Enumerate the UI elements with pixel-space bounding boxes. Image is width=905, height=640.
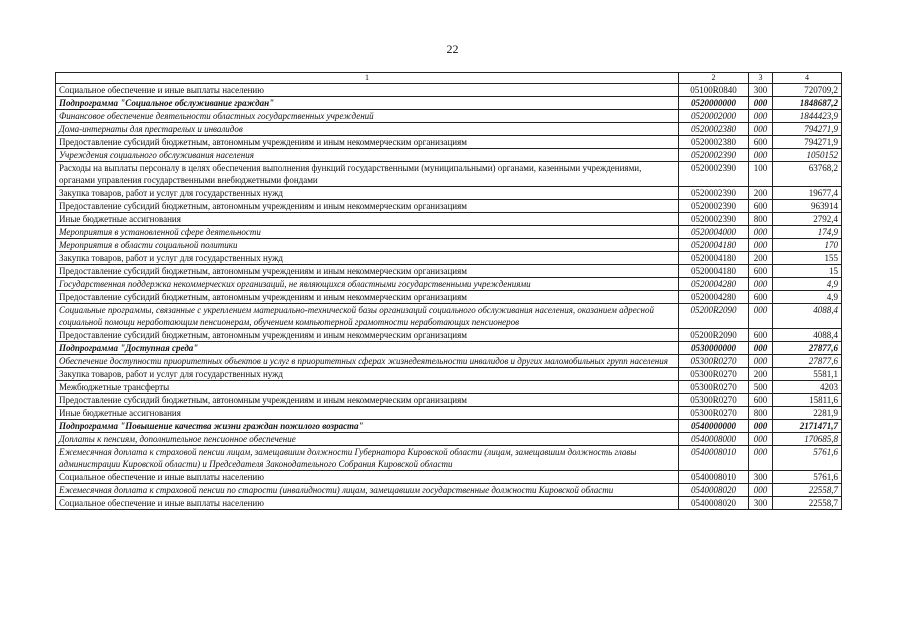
row-code-cell: 05300R0270 xyxy=(679,381,749,394)
row-amount-cell: 794271,9 xyxy=(773,123,842,136)
row-amount-cell: 15811,6 xyxy=(773,394,842,407)
row-name-cell: Мероприятия в области социальной политики xyxy=(56,239,679,252)
table-row xyxy=(56,433,842,446)
table-row xyxy=(56,394,842,407)
row-amount-cell: 4088,4 xyxy=(773,304,842,329)
row-name-cell: Закупка товаров, работ и услуг для государственных нужд xyxy=(56,368,679,381)
row-type-cell: 800 xyxy=(749,213,773,226)
row-name-cell: Государственная поддержка некоммерческих организаций, не являющихся областными государственными учреждениями xyxy=(56,278,679,291)
row-type-cell: 600 xyxy=(749,136,773,149)
row-type-cell: 000 xyxy=(749,342,773,355)
budget-table-body xyxy=(56,73,842,510)
row-name-cell: Иные бюджетные ассигнования xyxy=(56,213,679,226)
row-name-cell: Доплаты к пенсиям, дополнительное пенсионное обеспечение xyxy=(56,433,679,446)
row-type-cell: 200 xyxy=(749,368,773,381)
row-amount-cell: 170685,8 xyxy=(773,433,842,446)
row-code-cell: 0540008020 xyxy=(679,484,749,497)
table-row xyxy=(56,291,842,304)
row-code-cell: 05300R0270 xyxy=(679,394,749,407)
table-row xyxy=(56,265,842,278)
row-type-cell: 000 xyxy=(749,97,773,110)
row-type-cell: 000 xyxy=(749,446,773,471)
header-col-3: 3 xyxy=(749,73,773,84)
row-type-cell: 000 xyxy=(749,149,773,162)
row-name-cell: Закупка товаров, работ и услуг для государственных нужд xyxy=(56,187,679,200)
row-name-cell: Социальные программы, связанные с укреплением материально-технической базы организаций социального обслуживания населения, оказанием адресной социальной помощи неработающим пенсионерам, обучением компьютерной грамотности неработающих пенсионеров xyxy=(56,304,679,329)
row-code-cell: 0520004280 xyxy=(679,278,749,291)
row-name-cell: Социальное обеспечение и иные выплаты населению xyxy=(56,497,679,510)
row-type-cell: 000 xyxy=(749,433,773,446)
table-row xyxy=(56,226,842,239)
table-row xyxy=(56,162,842,187)
header-col-4: 4 xyxy=(773,73,842,84)
page-number: 22 xyxy=(446,42,459,56)
row-name-cell: Дома-интернаты для престарелых и инвалидов xyxy=(56,123,679,136)
row-amount-cell: 63768,2 xyxy=(773,162,842,187)
row-code-cell: 05300R0270 xyxy=(679,355,749,368)
row-name-cell: Подпрограмма "Доступная среда" xyxy=(56,342,679,355)
table-row xyxy=(56,278,842,291)
table-row xyxy=(56,149,842,162)
row-amount-cell: 19677,4 xyxy=(773,187,842,200)
row-type-cell: 000 xyxy=(749,278,773,291)
row-name-cell: Финансовое обеспечение деятельности областных государственных учреждений xyxy=(56,110,679,123)
row-amount-cell: 794271,9 xyxy=(773,136,842,149)
table-row xyxy=(56,239,842,252)
row-amount-cell: 170 xyxy=(773,239,842,252)
table-header-row xyxy=(56,73,842,84)
row-name-cell: Предоставление субсидий бюджетным, автономным учреждениям и иным некоммерческим организациям xyxy=(56,136,679,149)
row-amount-cell: 720709,2 xyxy=(773,84,842,97)
row-code-cell: 0530000000 xyxy=(679,342,749,355)
table-row xyxy=(56,420,842,433)
table-row xyxy=(56,213,842,226)
row-type-cell: 600 xyxy=(749,291,773,304)
row-amount-cell: 5761,6 xyxy=(773,471,842,484)
row-name-cell: Подпрограмма "Повышение качества жизни граждан пожилого возраста" xyxy=(56,420,679,433)
row-amount-cell: 2281,9 xyxy=(773,407,842,420)
row-amount-cell: 155 xyxy=(773,252,842,265)
row-type-cell: 600 xyxy=(749,200,773,213)
table-row xyxy=(56,252,842,265)
table-row xyxy=(56,407,842,420)
row-code-cell: 05200R2090 xyxy=(679,329,749,342)
table-row xyxy=(56,136,842,149)
row-amount-cell: 4,9 xyxy=(773,278,842,291)
row-name-cell: Предоставление субсидий бюджетным, автономным учреждениям и иным некоммерческим организациям xyxy=(56,265,679,278)
row-name-cell: Предоставление субсидий бюджетным, автономным учреждениям и иным некоммерческим организациям xyxy=(56,291,679,304)
row-code-cell: 0520004280 xyxy=(679,291,749,304)
row-code-cell: 0520002380 xyxy=(679,136,749,149)
row-amount-cell: 5581,1 xyxy=(773,368,842,381)
row-name-cell: Подпрограмма "Социальное обслуживание граждан" xyxy=(56,97,679,110)
row-code-cell: 0520002000 xyxy=(679,110,749,123)
row-code-cell: 0520004180 xyxy=(679,252,749,265)
table-row xyxy=(56,342,842,355)
row-type-cell: 800 xyxy=(749,407,773,420)
table-row xyxy=(56,110,842,123)
table-row xyxy=(56,355,842,368)
row-name-cell: Межбюджетные трансферты xyxy=(56,381,679,394)
row-code-cell: 0520000000 xyxy=(679,97,749,110)
row-code-cell: 0520004180 xyxy=(679,265,749,278)
row-type-cell: 600 xyxy=(749,329,773,342)
table-row xyxy=(56,484,842,497)
row-name-cell: Обеспечение доступности приоритетных объектов и услуг в приоритетных сферах жизнедеятельности инвалидов и других маломобильных групп населения xyxy=(56,355,679,368)
row-amount-cell: 22558,7 xyxy=(773,497,842,510)
row-type-cell: 300 xyxy=(749,84,773,97)
row-amount-cell: 4,9 xyxy=(773,291,842,304)
row-code-cell: 0540008010 xyxy=(679,446,749,471)
row-type-cell: 500 xyxy=(749,381,773,394)
row-code-cell: 0540008000 xyxy=(679,433,749,446)
row-type-cell: 000 xyxy=(749,484,773,497)
table-row xyxy=(56,329,842,342)
row-code-cell: 05300R0270 xyxy=(679,368,749,381)
table-row xyxy=(56,497,842,510)
row-name-cell: Предоставление субсидий бюджетным, автономным учреждениям и иным некоммерческим организациям xyxy=(56,394,679,407)
row-name-cell: Ежемесячная доплата к страховой пенсии лицам, замещавшим должности Губернатора Кировской области (лицам, замещавшим должность главы администрации Кировской области) и Председателя Законодательного Собрания Кировской области xyxy=(56,446,679,471)
table-row xyxy=(56,471,842,484)
table-row xyxy=(56,187,842,200)
row-code-cell: 05200R2090 xyxy=(679,304,749,329)
row-name-cell: Предоставление субсидий бюджетным, автономным учреждениям и иным некоммерческим организациям xyxy=(56,200,679,213)
table-row xyxy=(56,381,842,394)
row-amount-cell: 5761,6 xyxy=(773,446,842,471)
row-name-cell: Расходы на выплаты персоналу в целях обеспечения выполнения функций государственными (муниципальными) органами, казенными учреждениями, органами управления государственными внебюджетными фондами xyxy=(56,162,679,187)
row-type-cell: 000 xyxy=(749,355,773,368)
row-type-cell: 200 xyxy=(749,252,773,265)
row-type-cell: 300 xyxy=(749,497,773,510)
row-amount-cell: 27877,6 xyxy=(773,342,842,355)
row-name-cell: Ежемесячная доплата к страховой пенсии по старости (инвалидности) лицам, замещавшим государственные должности Кировской области xyxy=(56,484,679,497)
row-amount-cell: 174,9 xyxy=(773,226,842,239)
row-code-cell: 0520002390 xyxy=(679,200,749,213)
header-col-2: 2 xyxy=(679,73,749,84)
row-code-cell: 0520002390 xyxy=(679,149,749,162)
table-row xyxy=(56,123,842,136)
row-type-cell: 000 xyxy=(749,123,773,136)
row-code-cell: 0520002390 xyxy=(679,162,749,187)
row-amount-cell: 1844423,9 xyxy=(773,110,842,123)
row-amount-cell: 2792,4 xyxy=(773,213,842,226)
row-code-cell: 0520002390 xyxy=(679,213,749,226)
row-name-cell: Иные бюджетные ассигнования xyxy=(56,407,679,420)
table-row xyxy=(56,200,842,213)
row-type-cell: 000 xyxy=(749,110,773,123)
row-code-cell: 05100R0840 xyxy=(679,84,749,97)
row-amount-cell: 963914 xyxy=(773,200,842,213)
row-name-cell: Учреждения социального обслуживания населения xyxy=(56,149,679,162)
row-type-cell: 300 xyxy=(749,471,773,484)
row-amount-cell: 4088,4 xyxy=(773,329,842,342)
row-code-cell: 05300R0270 xyxy=(679,407,749,420)
table-row xyxy=(56,97,842,110)
row-amount-cell: 22558,7 xyxy=(773,484,842,497)
budget-table xyxy=(55,72,842,510)
row-type-cell: 600 xyxy=(749,265,773,278)
row-type-cell: 200 xyxy=(749,187,773,200)
row-name-cell: Мероприятия в установленной сфере деятельности xyxy=(56,226,679,239)
row-type-cell: 000 xyxy=(749,304,773,329)
row-type-cell: 600 xyxy=(749,394,773,407)
table-row xyxy=(56,368,842,381)
row-type-cell: 000 xyxy=(749,226,773,239)
table-row xyxy=(56,84,842,97)
table-row xyxy=(56,446,842,471)
row-code-cell: 0520002380 xyxy=(679,123,749,136)
row-code-cell: 0520004180 xyxy=(679,239,749,252)
row-type-cell: 000 xyxy=(749,239,773,252)
row-amount-cell: 15 xyxy=(773,265,842,278)
row-type-cell: 000 xyxy=(749,420,773,433)
table-row xyxy=(56,304,842,329)
header-col-1: 1 xyxy=(56,73,679,84)
row-code-cell: 0540008020 xyxy=(679,497,749,510)
row-amount-cell: 4203 xyxy=(773,381,842,394)
row-amount-cell: 27877,6 xyxy=(773,355,842,368)
row-name-cell: Социальное обеспечение и иные выплаты населению xyxy=(56,471,679,484)
row-amount-cell: 1050152 xyxy=(773,149,842,162)
row-name-cell: Предоставление субсидий бюджетным, автономным учреждениям и иным некоммерческим организациям xyxy=(56,329,679,342)
row-code-cell: 0540000000 xyxy=(679,420,749,433)
row-name-cell: Социальное обеспечение и иные выплаты населению xyxy=(56,84,679,97)
row-amount-cell: 2171471,7 xyxy=(773,420,842,433)
row-code-cell: 0520004000 xyxy=(679,226,749,239)
row-amount-cell: 1848687,2 xyxy=(773,97,842,110)
row-type-cell: 100 xyxy=(749,162,773,187)
row-name-cell: Закупка товаров, работ и услуг для государственных нужд xyxy=(56,252,679,265)
row-code-cell: 0540008010 xyxy=(679,471,749,484)
row-code-cell: 0520002390 xyxy=(679,187,749,200)
